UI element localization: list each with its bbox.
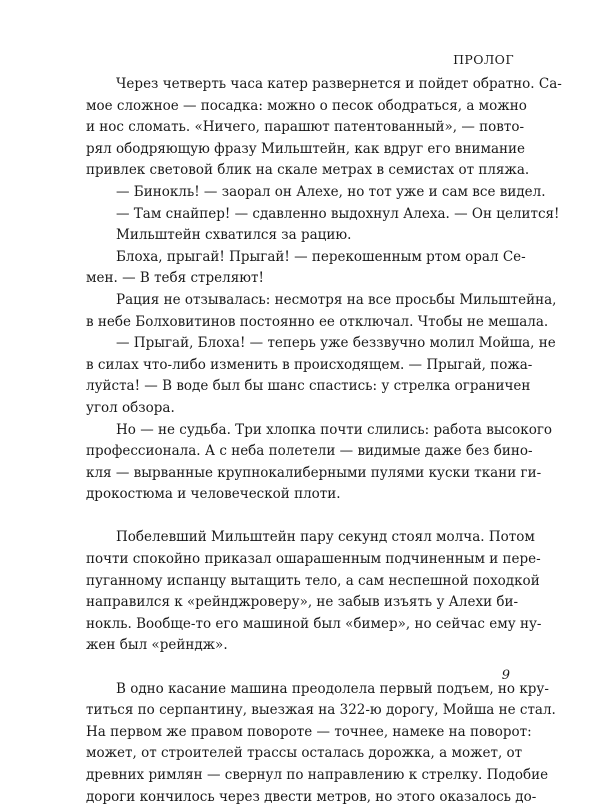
text-line: рял ободряющую фразу Мильштейн, как вдруг его внимание xyxy=(86,140,526,157)
text-line: — Прыгай, Блоха! — теперь уже беззвучно молил Мойша, не xyxy=(116,335,556,352)
body-text xyxy=(86,74,562,808)
text-line: луйста! — В воде был бы шанс спастись: у стрелка ограничен xyxy=(86,378,531,395)
text-line: Рация не отзывалась: несмотря на все просьбы Мильштейна, xyxy=(116,291,557,308)
text-line: Мильштейн схватился за рацию. xyxy=(116,227,352,244)
text-line: нокль. Вообще-то его машиной был «бимер», но сейчас ему ну- xyxy=(86,615,542,632)
text-line: профессионала. А с неба полетели — видимые даже без бино- xyxy=(86,443,533,460)
text-line: кля — вырванные крупнокалиберными пулями куски ткани ги- xyxy=(86,464,542,481)
text-line: пуганному испанцу вытащить тело, а сам неспешной походкой xyxy=(86,572,540,589)
text-line: почти спокойно приказал ошарашенным подчиненным и пере- xyxy=(86,551,541,568)
text-line: — Бинокль! — заорал он Алехе, но тот уже и сам все видел. xyxy=(116,183,546,200)
text-line: жен был «рейндж». xyxy=(86,637,228,654)
paragraph xyxy=(86,420,553,506)
text-line: древних римлян — свернул по направлению к стрелку. Подобие xyxy=(86,767,549,783)
text-line: может, от строителей трассы осталась дорожка, а может, от xyxy=(86,745,523,762)
text-line: Через четверть часа катер развернется и пойдет обратно. Са- xyxy=(116,76,562,92)
text-line: Побелевший Мильштейн пару секунд стоял молча. Потом xyxy=(116,529,535,546)
text-line: Блоха, прыгай! Прыгай! — перекошенным ртом орал Се- xyxy=(116,248,526,265)
text-line: титься по серпантину, выезжая на 322-ю дорогу, Мойша не стал. xyxy=(86,702,556,719)
text-line: в силах что-либо изменить в происходящем. — Прыгай, пожа- xyxy=(86,356,533,373)
paragraph xyxy=(86,333,556,419)
paragraph xyxy=(86,204,560,226)
text-line: мое сложное — посадка: можно о песок ободраться, а можно xyxy=(86,97,527,114)
page-number: 9 xyxy=(501,668,510,683)
text-line: направился к «рейнджроверу», не забыв изъять у Алехи би- xyxy=(86,594,519,611)
text-line: В одно касание машина преодолела первый подъем, но кру- xyxy=(116,680,549,697)
text-line: Но — не судьба. Три хлопка почти слились: работа высокого xyxy=(116,421,553,438)
section-break xyxy=(86,506,518,528)
text-line: мен. — В тебя стреляют! xyxy=(86,270,264,287)
text-line: и нос сломать. «Ничего, парашют патентованный», — повто- xyxy=(86,119,525,136)
paragraph xyxy=(86,182,546,204)
paragraph xyxy=(86,247,526,290)
paragraph xyxy=(86,679,556,808)
running-head: ПРОЛОГ xyxy=(453,52,514,67)
paragraph xyxy=(86,290,557,333)
paragraph xyxy=(86,527,542,657)
section-break xyxy=(86,657,518,679)
text-line: угол обзора. xyxy=(86,399,175,416)
paragraph xyxy=(86,225,518,247)
text-line: дороги кончилось через двести метров, но этого оказалось до- xyxy=(86,788,537,805)
text-line: дрокостюма и человеческой плоти. xyxy=(86,486,341,503)
text-line: На первом же правом повороте — точнее, намеке на поворот: xyxy=(86,723,532,740)
text-line: привлек световой блик на скале метрах в семистах от пляжа. xyxy=(86,162,530,179)
text-line: — Там снайпер! — сдавленно выдохнул Алеха. — Он целится! xyxy=(116,205,560,222)
paragraph xyxy=(86,74,562,182)
text-line: в небе Болховитинов постоянно ее отключал. Чтобы не мешала. xyxy=(86,313,549,330)
